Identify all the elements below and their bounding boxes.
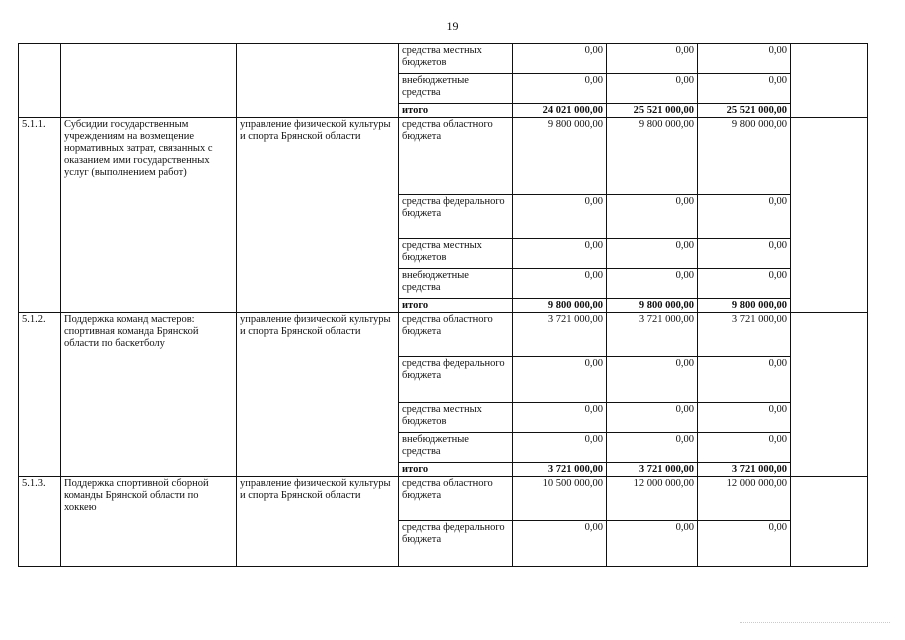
amount-2: 3 721 000,00 [607, 463, 698, 477]
funding-source: внебюджетные средства [399, 433, 513, 463]
amount-2: 0,00 [607, 403, 698, 433]
funding-source: средства областного бюджета [399, 477, 513, 521]
amount-3: 0,00 [698, 403, 791, 433]
funding-source: средства федерального бюджета [399, 357, 513, 403]
amount-3: 0,00 [698, 357, 791, 403]
funding-source: итого [399, 104, 513, 118]
amount-1: 9 800 000,00 [513, 118, 607, 195]
amount-3: 0,00 [698, 195, 791, 239]
amount-2: 9 800 000,00 [607, 299, 698, 313]
amount-2: 0,00 [607, 195, 698, 239]
amount-2: 0,00 [607, 239, 698, 269]
amount-3: 9 800 000,00 [698, 118, 791, 195]
empty-cell [791, 118, 868, 313]
amount-2: 25 521 000,00 [607, 104, 698, 118]
item-name: Поддержка спортивной сборной команды Брянской области по хоккею [61, 477, 237, 567]
amount-2: 12 000 000,00 [607, 477, 698, 521]
amount-1: 3 721 000,00 [513, 463, 607, 477]
amount-3: 0,00 [698, 44, 791, 74]
item-name: Поддержка команд мастеров: спортивная команда Брянской области по баскетболу [61, 313, 237, 477]
amount-1: 0,00 [513, 44, 607, 74]
funding-source: средства местных бюджетов [399, 44, 513, 74]
scan-artifact [740, 622, 890, 626]
amount-3: 12 000 000,00 [698, 477, 791, 521]
funding-source: средства федерального бюджета [399, 521, 513, 567]
item-name [61, 44, 237, 118]
amount-3: 3 721 000,00 [698, 313, 791, 357]
amount-1: 0,00 [513, 521, 607, 567]
amount-1: 0,00 [513, 74, 607, 104]
funding-source: итого [399, 463, 513, 477]
amount-3: 3 721 000,00 [698, 463, 791, 477]
item-executor: управление физической культуры и спорта Брянской области [237, 118, 399, 313]
item-code: 5.1.2. [19, 313, 61, 477]
amount-2: 0,00 [607, 521, 698, 567]
item-code [19, 44, 61, 118]
table-row [19, 44, 868, 74]
amount-3: 0,00 [698, 521, 791, 567]
amount-2: 0,00 [607, 269, 698, 299]
amount-2: 0,00 [607, 433, 698, 463]
funding-source: средства местных бюджетов [399, 403, 513, 433]
empty-cell [791, 44, 868, 118]
amount-2: 3 721 000,00 [607, 313, 698, 357]
funding-source: средства федерального бюджета [399, 195, 513, 239]
item-executor: управление физической культуры и спорта Брянской области [237, 477, 399, 567]
amount-1: 3 721 000,00 [513, 313, 607, 357]
amount-1: 0,00 [513, 269, 607, 299]
amount-2: 0,00 [607, 44, 698, 74]
item-executor [237, 44, 399, 118]
amount-3: 9 800 000,00 [698, 299, 791, 313]
amount-2: 9 800 000,00 [607, 118, 698, 195]
empty-cell [791, 477, 868, 567]
funding-source: внебюджетные средства [399, 269, 513, 299]
funding-source: средства местных бюджетов [399, 239, 513, 269]
page-number: 19 [446, 19, 459, 33]
amount-3: 0,00 [698, 433, 791, 463]
table-row [19, 477, 868, 521]
amount-2: 0,00 [607, 74, 698, 104]
item-code: 5.1.3. [19, 477, 61, 567]
amount-1: 9 800 000,00 [513, 299, 607, 313]
amount-1: 0,00 [513, 195, 607, 239]
item-code: 5.1.1. [19, 118, 61, 313]
amount-3: 0,00 [698, 239, 791, 269]
item-executor: управление физической культуры и спорта Брянской области [237, 313, 399, 477]
amount-1: 24 021 000,00 [513, 104, 607, 118]
funding-source: средства областного бюджета [399, 118, 513, 195]
item-name: Субсидии государственным учреждениям на возмещение нормативных затрат, связанных с оказанием ими государственных услуг (выполнением работ) [61, 118, 237, 313]
funding-source: итого [399, 299, 513, 313]
funding-source: внебюджетные средства [399, 74, 513, 104]
funding-source: средства областного бюджета [399, 313, 513, 357]
amount-1: 0,00 [513, 403, 607, 433]
budget-table [18, 43, 868, 567]
amount-3: 0,00 [698, 269, 791, 299]
amount-1: 0,00 [513, 433, 607, 463]
table-row [19, 313, 868, 357]
amount-1: 0,00 [513, 357, 607, 403]
amount-2: 0,00 [607, 357, 698, 403]
amount-1: 0,00 [513, 239, 607, 269]
amount-3: 25 521 000,00 [698, 104, 791, 118]
table-row [19, 118, 868, 195]
amount-3: 0,00 [698, 74, 791, 104]
amount-1: 10 500 000,00 [513, 477, 607, 521]
empty-cell [791, 313, 868, 477]
